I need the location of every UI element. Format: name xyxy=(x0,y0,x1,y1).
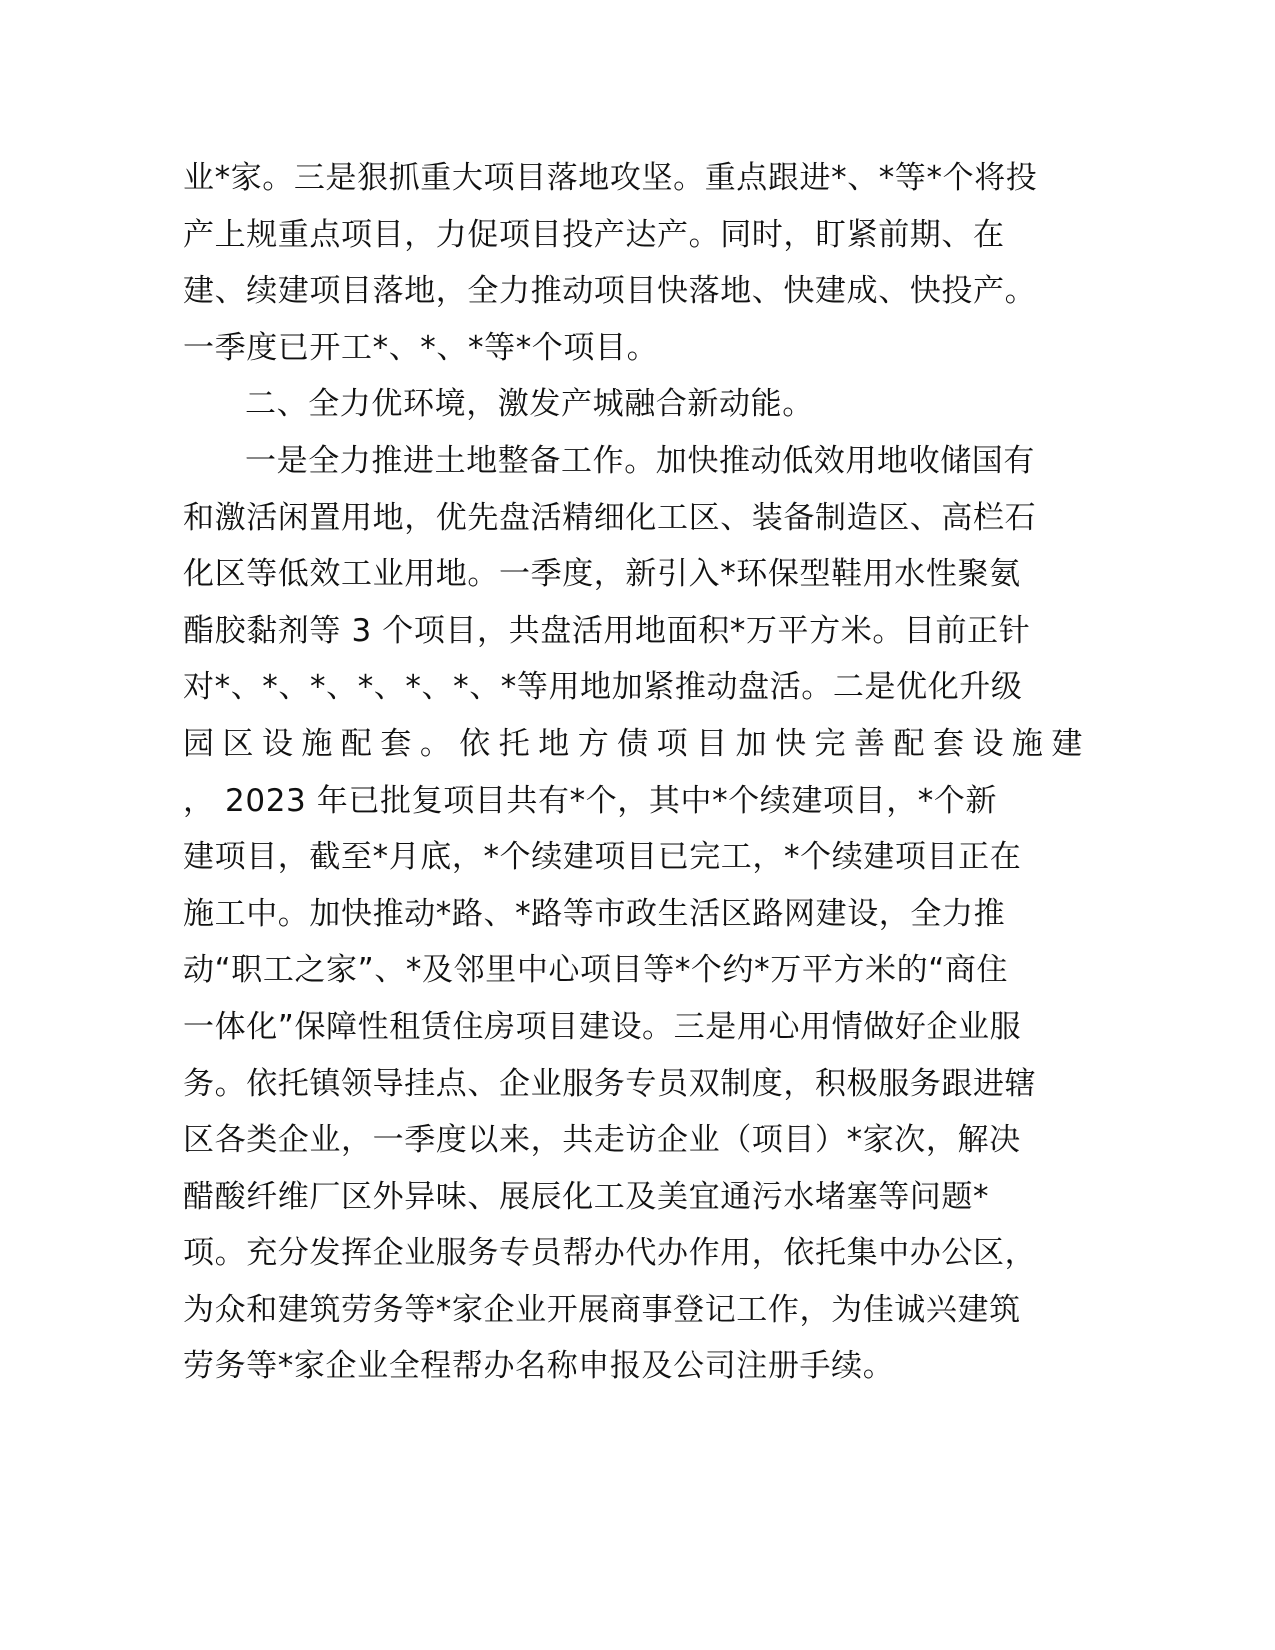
text-line: 产上规重点项目，力促项目投产达产。同时，盯紧前期、在 xyxy=(183,216,1005,253)
text-line: 一季度已开工*、*、*等*个项目。 xyxy=(183,329,659,366)
text-line: 业*家。三是狠抓重大项目落地攻坚。重点跟进*、*等*个将投 xyxy=(183,160,1038,196)
text-line: 建、续建项目落地，全力推动项目快落地、快建成、快投产。 xyxy=(183,273,1037,310)
section-heading: 二、全力优环境，激发产城融合新动能。 xyxy=(245,386,814,423)
text-line: 醋酸纤维厂区外异味、展辰化工及美宜通污水堵塞等问题* xyxy=(183,1178,990,1215)
text-line: 对*、*、*、*、*、*、*等用地加紧推动盘活。二是优化升级 xyxy=(183,669,1023,706)
text-line: 施工中。加快推动*路、*路等市政生活区路网建设，全力推 xyxy=(183,895,1006,932)
body-text xyxy=(183,150,1083,1395)
text-line: 建项目，截至*月底，*个续建项目已完工，*个续建项目正在 xyxy=(183,839,1022,876)
text-line: 化区等低效工业用地。一季度，新引入*环保型鞋用水性聚氨 xyxy=(183,556,1021,593)
text-line: 为众和建筑劳务等*家企业开展商事登记工作，为佳诚兴建筑 xyxy=(183,1291,1021,1328)
text-line: 动“职工之家”、*及邻里中心项目等*个约*万平方米的“商住 xyxy=(183,952,1009,989)
text-line: 和激活闲置用地，优先盘活精细化工区、装备制造区、高栏石 xyxy=(183,499,1037,536)
text-line: 园区设施配套。依托地方债项目加快完善配套设施建 xyxy=(183,725,1083,762)
text-line: 项。充分发挥企业服务专员帮办代办作用，依托集中办公区， xyxy=(183,1235,1037,1272)
text-line: 务。依托镇领导挂点、企业服务专员双制度，积极服务跟进辖 xyxy=(183,1065,1037,1102)
text-line: ， 2023 年已批复项目共有*个，其中*个续建项目，*个新 xyxy=(183,782,998,819)
text-line: 一体化”保障性租赁住房项目建设。三是用心用情做好企业服 xyxy=(183,1008,1022,1045)
text-line: 一是全力推进土地整备工作。加快推动低效用地收储国有 xyxy=(245,442,1035,479)
text-line: 劳务等*家企业全程帮办名称申报及公司注册手续。 xyxy=(183,1348,895,1385)
text-line: 区各类企业，一季度以来，共走访企业（项目）*家次，解决 xyxy=(183,1122,1021,1159)
text-line: 酯胶黏剂等 3 个项目，共盘活用地面积*万平方米。目前正针 xyxy=(183,612,1031,649)
